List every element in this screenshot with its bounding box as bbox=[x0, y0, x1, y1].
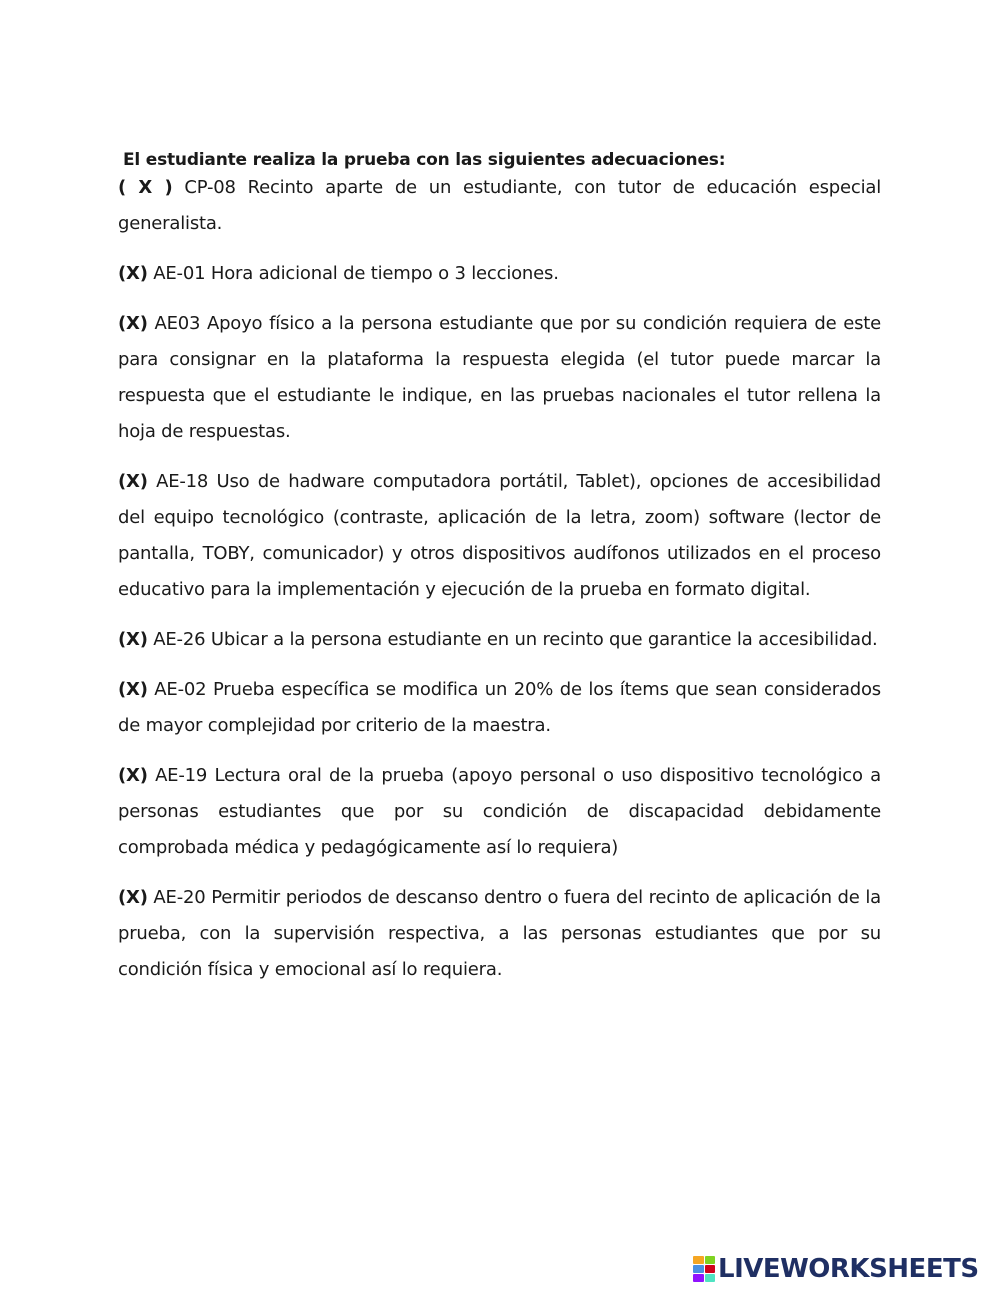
logo-square bbox=[705, 1256, 716, 1264]
check-mark: (X) bbox=[118, 313, 148, 334]
accommodation-item-cp08 bbox=[118, 170, 881, 242]
accommodation-item-ae19 bbox=[118, 758, 881, 866]
item-text: AE-02 Prueba específica se modifica un 20% de los ítems que sean considerados de mayor complejidad por criterio de la maestra. bbox=[118, 679, 881, 736]
check-mark: (X) bbox=[118, 263, 148, 284]
logo-square bbox=[705, 1274, 716, 1282]
accommodation-item-ae02 bbox=[118, 672, 881, 744]
item-text: AE-01 Hora adicional de tiempo o 3 lecciones. bbox=[147, 263, 559, 284]
item-text: AE-18 Uso de hadware computadora portátil, Tablet), opciones de accesibilidad del equipo tecnológico (contraste, aplicación de la letra, zoom) software (lector de pantalla, TOBY, comunicador) y otros dispositivos audífonos utilizados en el proceso educativo para la implementación y ejecución de la prueba en formato digital. bbox=[118, 471, 881, 600]
check-mark: ( X ) bbox=[118, 177, 173, 198]
accommodation-item-ae26 bbox=[118, 622, 881, 658]
item-text: AE-26 Ubicar a la persona estudiante en un recinto que garantice la accesibilidad. bbox=[147, 629, 878, 650]
document-heading: El estudiante realiza la prueba con las siguientes adecuaciones: bbox=[123, 150, 726, 170]
logo-square bbox=[693, 1274, 704, 1282]
check-mark: (X) bbox=[118, 629, 148, 650]
check-mark: (X) bbox=[118, 679, 148, 700]
logo-text: LIVEWORKSHEETS bbox=[718, 1254, 979, 1284]
check-mark: (X) bbox=[118, 471, 148, 492]
item-text: AE-20 Permitir periodos de descanso dentro o fuera del recinto de aplicación de la prueba, con la supervisión respectiva, a las personas estudiantes que por su condición física y emocional así lo requiera. bbox=[118, 887, 881, 980]
item-text: CP-08 Recinto aparte de un estudiante, con tutor de educación especial generalista. bbox=[118, 177, 881, 234]
logo-square bbox=[705, 1265, 716, 1273]
item-text: AE-19 Lectura oral de la prueba (apoyo personal o uso dispositivo tecnológico a personas estudiantes que por su condición de discapacidad debidamente comprobada médica y pedagógicamente así lo requiera) bbox=[118, 765, 881, 858]
item-text: AE03 Apoyo físico a la persona estudiante que por su condición requiera de este para consignar en la plataforma la respuesta elegida (el tutor puede marcar la respuesta que el estudiante le indique, en las pruebas nacionales el tutor rellena la hoja de respuestas. bbox=[118, 313, 881, 442]
document-body bbox=[118, 146, 881, 1002]
check-mark: (X) bbox=[118, 887, 148, 908]
logo-square bbox=[693, 1265, 704, 1273]
accommodation-item-ae18 bbox=[118, 464, 881, 608]
check-mark: (X) bbox=[118, 765, 148, 786]
liveworksheets-logo bbox=[693, 1254, 979, 1284]
accommodation-item-ae01 bbox=[118, 256, 881, 292]
accommodation-item-ae20 bbox=[118, 880, 881, 988]
logo-badge-icon bbox=[693, 1256, 715, 1282]
logo-square bbox=[693, 1256, 704, 1264]
accommodation-item-ae03 bbox=[118, 306, 881, 450]
